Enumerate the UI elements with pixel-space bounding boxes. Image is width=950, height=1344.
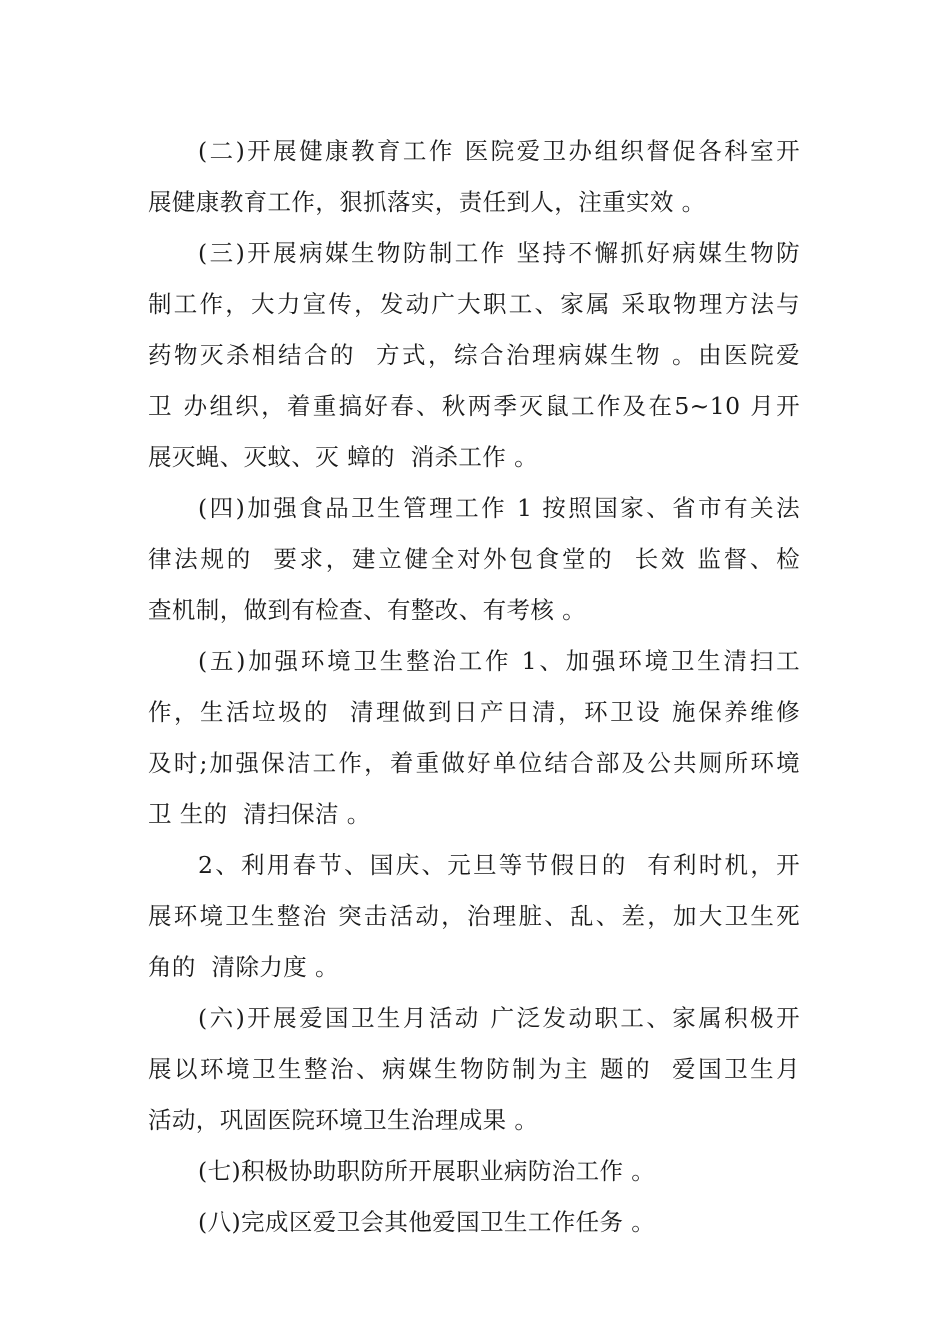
paragraph-2-line-2: 展健康教育工作，狠抓落实，责任到人，注重实效 。 (148, 188, 706, 216)
paragraph-3-line-5: 展灭蝇、灭蚊、灭 蟑的 消杀工作 。 (148, 443, 538, 471)
paragraph-5-2-line-2: 展环境卫生整治 突击活动，治理脏、乱、差，加大卫生死 (148, 902, 800, 930)
paragraph-7-line-1: (七)积极协助职防所开展职业病防治工作 。 (198, 1157, 656, 1185)
paragraph-3-line-1: (三)开展病媒生物防制工作 坚持不懈抓好病媒生物防 (198, 239, 800, 267)
paragraph-6-line-1: (六)开展爱国卫生月活动 广泛发动职工、家属积极开 (198, 1004, 800, 1032)
paragraph-5-line-3: 及时;加强保洁工作，着重做好单位结合部及公共厕所环境 (148, 749, 800, 777)
paragraph-3-line-2: 制工作，大力宣传，发动广大职工、家属 采取物理方法与 (148, 290, 800, 318)
paragraph-4-line-3: 查机制，做到有检查、有整改、有考核 。 (148, 596, 587, 624)
paragraph-5-line-4: 卫 生的 清扫保洁 。 (148, 800, 371, 828)
paragraph-6-line-2: 展以环境卫生整治、病媒生物防制为主 题的 爱国卫生月 (148, 1055, 800, 1083)
paragraph-6-line-3: 活动，巩固医院环境卫生治理成果 。 (148, 1106, 539, 1134)
paragraph-5-2-line-3: 角的 清除力度 。 (148, 953, 339, 981)
paragraph-5-2-line-1: 2、利用春节、国庆、元旦等节假日的 有利时机，开 (198, 851, 800, 879)
document-body (148, 126, 800, 1248)
paragraph-3-line-3: 药物灭杀相结合的 方式，综合治理病媒生物 。由医院爱 (148, 341, 800, 369)
paragraph-4-line-1: (四)加强食品卫生管理工作 1 按照国家、省市有关法 (198, 494, 800, 522)
paragraph-4-line-2: 律法规的 要求，建立健全对外包食堂的 长效 监督、检 (148, 545, 800, 573)
paragraph-5-line-1: (五)加强环境卫生整治工作 1、加强环境卫生清扫工 (198, 647, 800, 675)
paragraph-2-line-1: (二)开展健康教育工作 医院爱卫办组织督促各科室开 (198, 137, 800, 165)
paragraph-3-line-4: 卫 办组织，着重搞好春、秋两季灭鼠工作及在5~10 月开 (148, 392, 800, 420)
paragraph-8-line-1: (八)完成区爱卫会其他爱国卫生工作任务 。 (198, 1208, 656, 1236)
paragraph-5-line-2: 作，生活垃圾的 清理做到日产日清，环卫设 施保养维修 (148, 698, 800, 726)
